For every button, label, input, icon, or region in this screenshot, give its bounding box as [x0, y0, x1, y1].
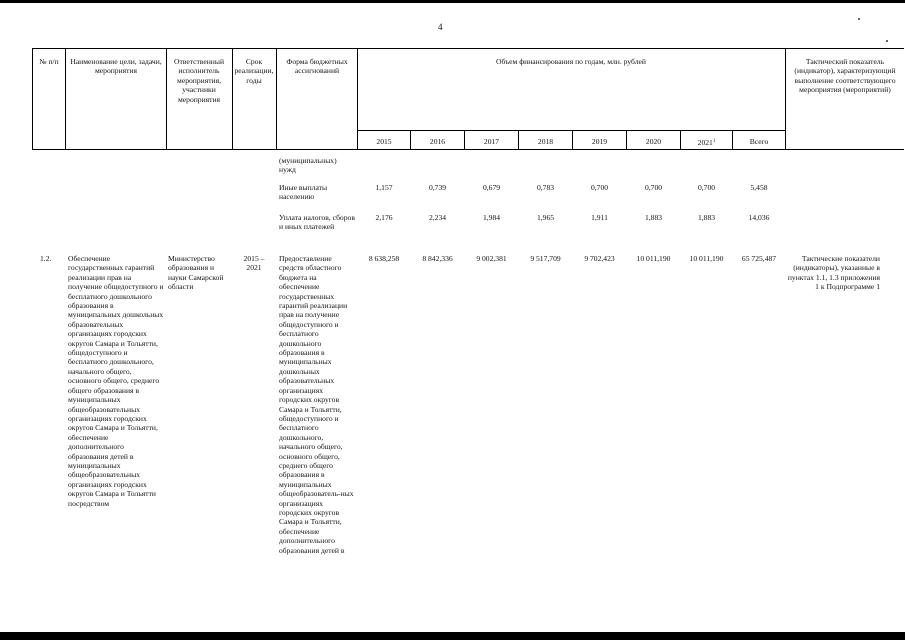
row-1-2-value: 10 011,190	[689, 254, 724, 263]
header-form: Форма бюджетных ассигнований	[286, 57, 348, 76]
header-responsible: Ответственный исполнитель мероприятия, участники мероприятия	[173, 57, 225, 104]
continuation-value: 1,984	[482, 213, 501, 222]
header-num: № п/п	[39, 57, 59, 66]
continuation-value: 1,883	[697, 213, 716, 222]
year-2020: 2020	[645, 137, 662, 146]
scan-speck	[886, 40, 888, 42]
year-total: Всего	[749, 137, 769, 146]
year-2017: 2017	[483, 137, 500, 146]
row-1-2-form: Предоставление средств областного бюджета на обеспечение государственных гарантий реализации прав на получение общедоступного и бесплатного дошкольного образования в муниципальных дошкольных образовательных организациях городских округов Самара и Тольятти, общедоступного и бесплатного дошкольного, начального общего, основного общего, среднего общего образования в муниципальных общеобразователь-ных организациях городских округов Самара и Тольятти, обеспечение дополнительного образования детей в	[279, 254, 354, 555]
continuation-value: 14,036	[748, 213, 770, 222]
continuation-value: 0,679	[482, 183, 501, 192]
page-number: 4	[438, 22, 443, 32]
row-1-2-value: 9 702,423	[584, 254, 615, 263]
bottom-border	[0, 632, 905, 640]
year-2019: 2019	[591, 137, 608, 146]
top-border	[0, 0, 905, 3]
continuation-value: 0,700	[697, 183, 716, 192]
header-name: Наименование цели, задачи, мероприятия	[70, 57, 162, 76]
continuation-value: 0,700	[644, 183, 663, 192]
year-2015: 2015	[376, 137, 392, 146]
continuation-value: 2,176	[375, 213, 393, 222]
continuation-value: 1,965	[536, 213, 555, 222]
continuation-value: 0,739	[428, 183, 447, 192]
row-1-2-value: 8 638,258	[368, 254, 400, 263]
year-2018: 2018	[537, 137, 554, 146]
row-1-2-value: 10 011,190	[636, 254, 671, 263]
row-1-2-value: 8 842,336	[422, 254, 453, 263]
header-volume: Объем финансирования по годам, млн. рублей	[496, 57, 646, 66]
continuation-value: 1,911	[591, 213, 608, 222]
continuation-value: 1,883	[644, 213, 663, 222]
row-1-2-name: Обеспечение государственных гарантий реализации прав на получение общедоступного и бесплатного дошкольного образования в муниципальных дошкольных образовательных организациях городских округов Самара и Тольятти, общедоступного и бесплатного дошкольного, начального общего, основного общего, среднего общего образования в муниципальных общеобразовательных организациях городских округов Самара и Тольятти, обеспечение дополнительного образования детей в муниципальных общеобразовательных организациях городских округов Самара и Тольятти посредством	[68, 254, 164, 508]
year-2021	[681, 137, 732, 147]
continuation-value: 1,157	[375, 183, 393, 192]
continuation-value: 2,234	[428, 213, 447, 222]
row-1-2-value: 9 002,381	[476, 254, 507, 263]
header-indicator: Тактический показатель (индикатор), характеризующий выполнение соответствующего мероприятия (мероприятий)	[794, 57, 896, 95]
continuation-value: 0,783	[536, 183, 555, 192]
row-1-2-indicator: Тактические показатели (индикаторы), указанные в пунктах 1.1, 1.3 приложения 1 к Подпрограмме 1	[787, 254, 880, 292]
year-2021-label: 2021	[697, 138, 713, 147]
row-1-2-number: 1.2.	[40, 254, 52, 263]
row-1-2-term: 2015 – 2021	[243, 254, 265, 273]
scan-speck	[858, 18, 860, 20]
continuation-form: Уплата налогов, сборов и иных платежей	[279, 213, 355, 232]
continuation-value: 0,700	[590, 183, 609, 192]
continuation-form: Иные выплаты населению	[279, 183, 328, 202]
row-1-2-responsible: Министерство образования и науки Самарской области	[168, 254, 224, 292]
year-2021-footnote: 1	[712, 139, 716, 144]
row-1-2-value: 65 725,487	[741, 254, 777, 263]
row-1-2-value: 9 517,709	[530, 254, 561, 263]
continuation-value: 5,458	[750, 183, 768, 192]
year-2016: 2016	[429, 137, 446, 146]
continuation-form: (муниципальных) нужд	[279, 156, 337, 175]
header-term: Срок реализации, годы	[234, 57, 274, 85]
